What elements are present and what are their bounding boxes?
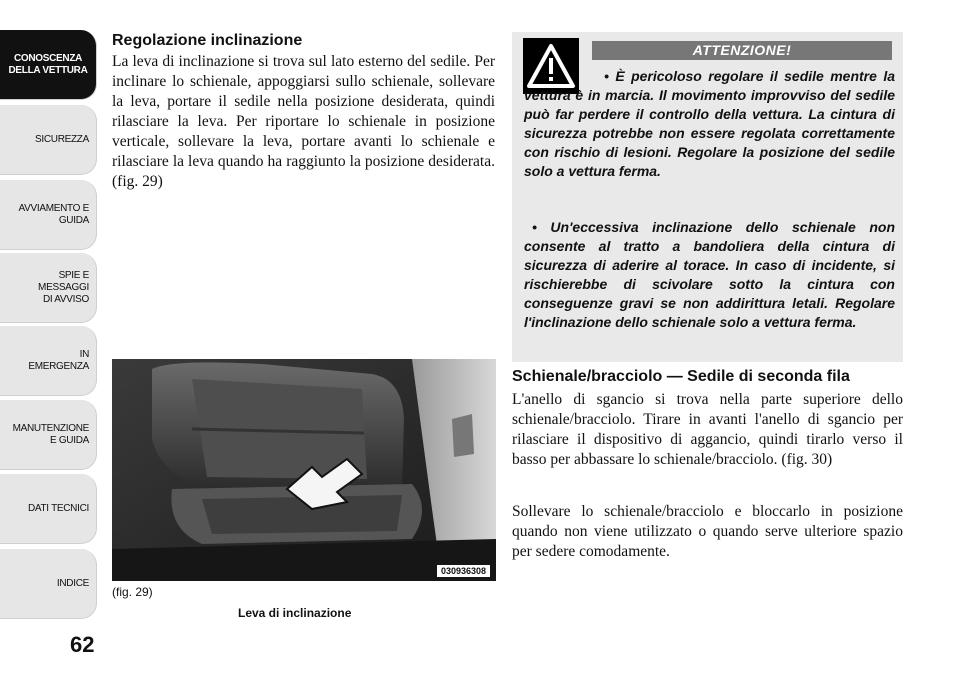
warning-bullet-1: • È pericoloso regolare il sedile mentre la vettura è in marcia. Il movimento improvviso del sedile può far perdere il controllo della vettura. La cintura di sicurezza potrebbe non essere regolata correttamente con rischio di lesioni. Regolare la posizione del sedile solo a vettura ferma. xyxy=(524,68,895,179)
section-heading-armrest: Schienale/bracciolo — Sedile di seconda fila xyxy=(512,368,850,385)
sidebar-tab-label: GUIDA xyxy=(58,214,89,226)
sidebar-tab-3[interactable] xyxy=(0,180,97,250)
sidebar-tab-6[interactable] xyxy=(0,400,97,470)
sidebar-tab-4[interactable] xyxy=(0,253,97,323)
sidebar-tab-label: INDICE xyxy=(56,577,89,589)
photo-code: 030936308 xyxy=(437,565,490,577)
sidebar-tab-2[interactable] xyxy=(0,105,97,175)
warning-bullet-2: • Un'eccessiva inclinazione dello schienale non consente al tratto a bandoliera della cintura di sicurezza di aderire al torace. In caso di incidente, si rischierebbe di scivolare sotto la cintura con conseguenze gravi se non addirittura letali. Regolare l'inclinazione dello schienale solo a vettura ferma. xyxy=(524,219,895,330)
sidebar-tab-label: CONOSCENZA xyxy=(13,52,83,64)
sidebar-tab-label: E GUIDA xyxy=(49,434,89,446)
sidebar-tab-label: SPIE E xyxy=(58,269,89,281)
armrest-paragraph-2: Sollevare lo schienale/bracciolo e bloccarlo in posizione quando non viene utilizzato o quando serve ulteriore spazio per sedere comodamente. xyxy=(512,503,903,560)
sidebar-tab-1[interactable] xyxy=(0,30,97,100)
sidebar-tab-label: DATI TECNICI xyxy=(27,502,89,514)
sidebar-tab-label: SICUREZZA xyxy=(35,133,89,145)
warning-title: ATTENZIONE! xyxy=(592,41,892,60)
armrest-paragraph-1: L'anello di sgancio si trova nella parte superiore dello schienale/bracciolo. Tirare in avanti l'anello di sgancio per rilasciare il dispositivo di aggancio, quindi tirarlo verso il basso per abbassare lo schienale/bracciolo. (fig. 30) xyxy=(512,391,903,468)
section-heading-tilt: Regolazione inclinazione xyxy=(112,32,303,49)
figure-label: (fig. 29) xyxy=(112,585,153,599)
tilt-paragraph: La leva di inclinazione si trova sul lato esterno del sedile. Per inclinare lo schienale, appoggiarsi sullo schienale, sollevare la leva, portare il sedile nella posizione desiderata, quindi rilasciare la leva. Per riportare lo schienale in posizione verticale, sollevare la leva, portare avanti lo schienale e rilasciare la leva quando ha raggiunto la posizione desiderata. (fig. 29) xyxy=(112,53,495,190)
sidebar-tab-label: DELLA VETTURA xyxy=(8,64,88,76)
sidebar-tab-5[interactable] xyxy=(0,326,97,396)
sidebar-tab-label: MESSAGGI xyxy=(38,281,89,293)
warning-box xyxy=(512,32,903,362)
sidebar-tab-label: EMERGENZA xyxy=(28,360,89,372)
seat-photo xyxy=(112,359,496,581)
seat-illustration xyxy=(112,359,496,581)
page-number: 62 xyxy=(70,632,95,657)
sidebar-tab-7[interactable] xyxy=(0,474,97,544)
sidebar-tab-label: AVVIAMENTO E xyxy=(18,202,89,214)
sidebar-tab-8[interactable] xyxy=(0,549,97,619)
sidebar-tab-label: DI AVVISO xyxy=(42,293,89,305)
sidebar-tab-label: IN xyxy=(79,348,89,360)
sidebar-tab-label: MANUTENZIONE xyxy=(12,422,89,434)
figure-caption: Leva di inclinazione xyxy=(238,606,352,620)
